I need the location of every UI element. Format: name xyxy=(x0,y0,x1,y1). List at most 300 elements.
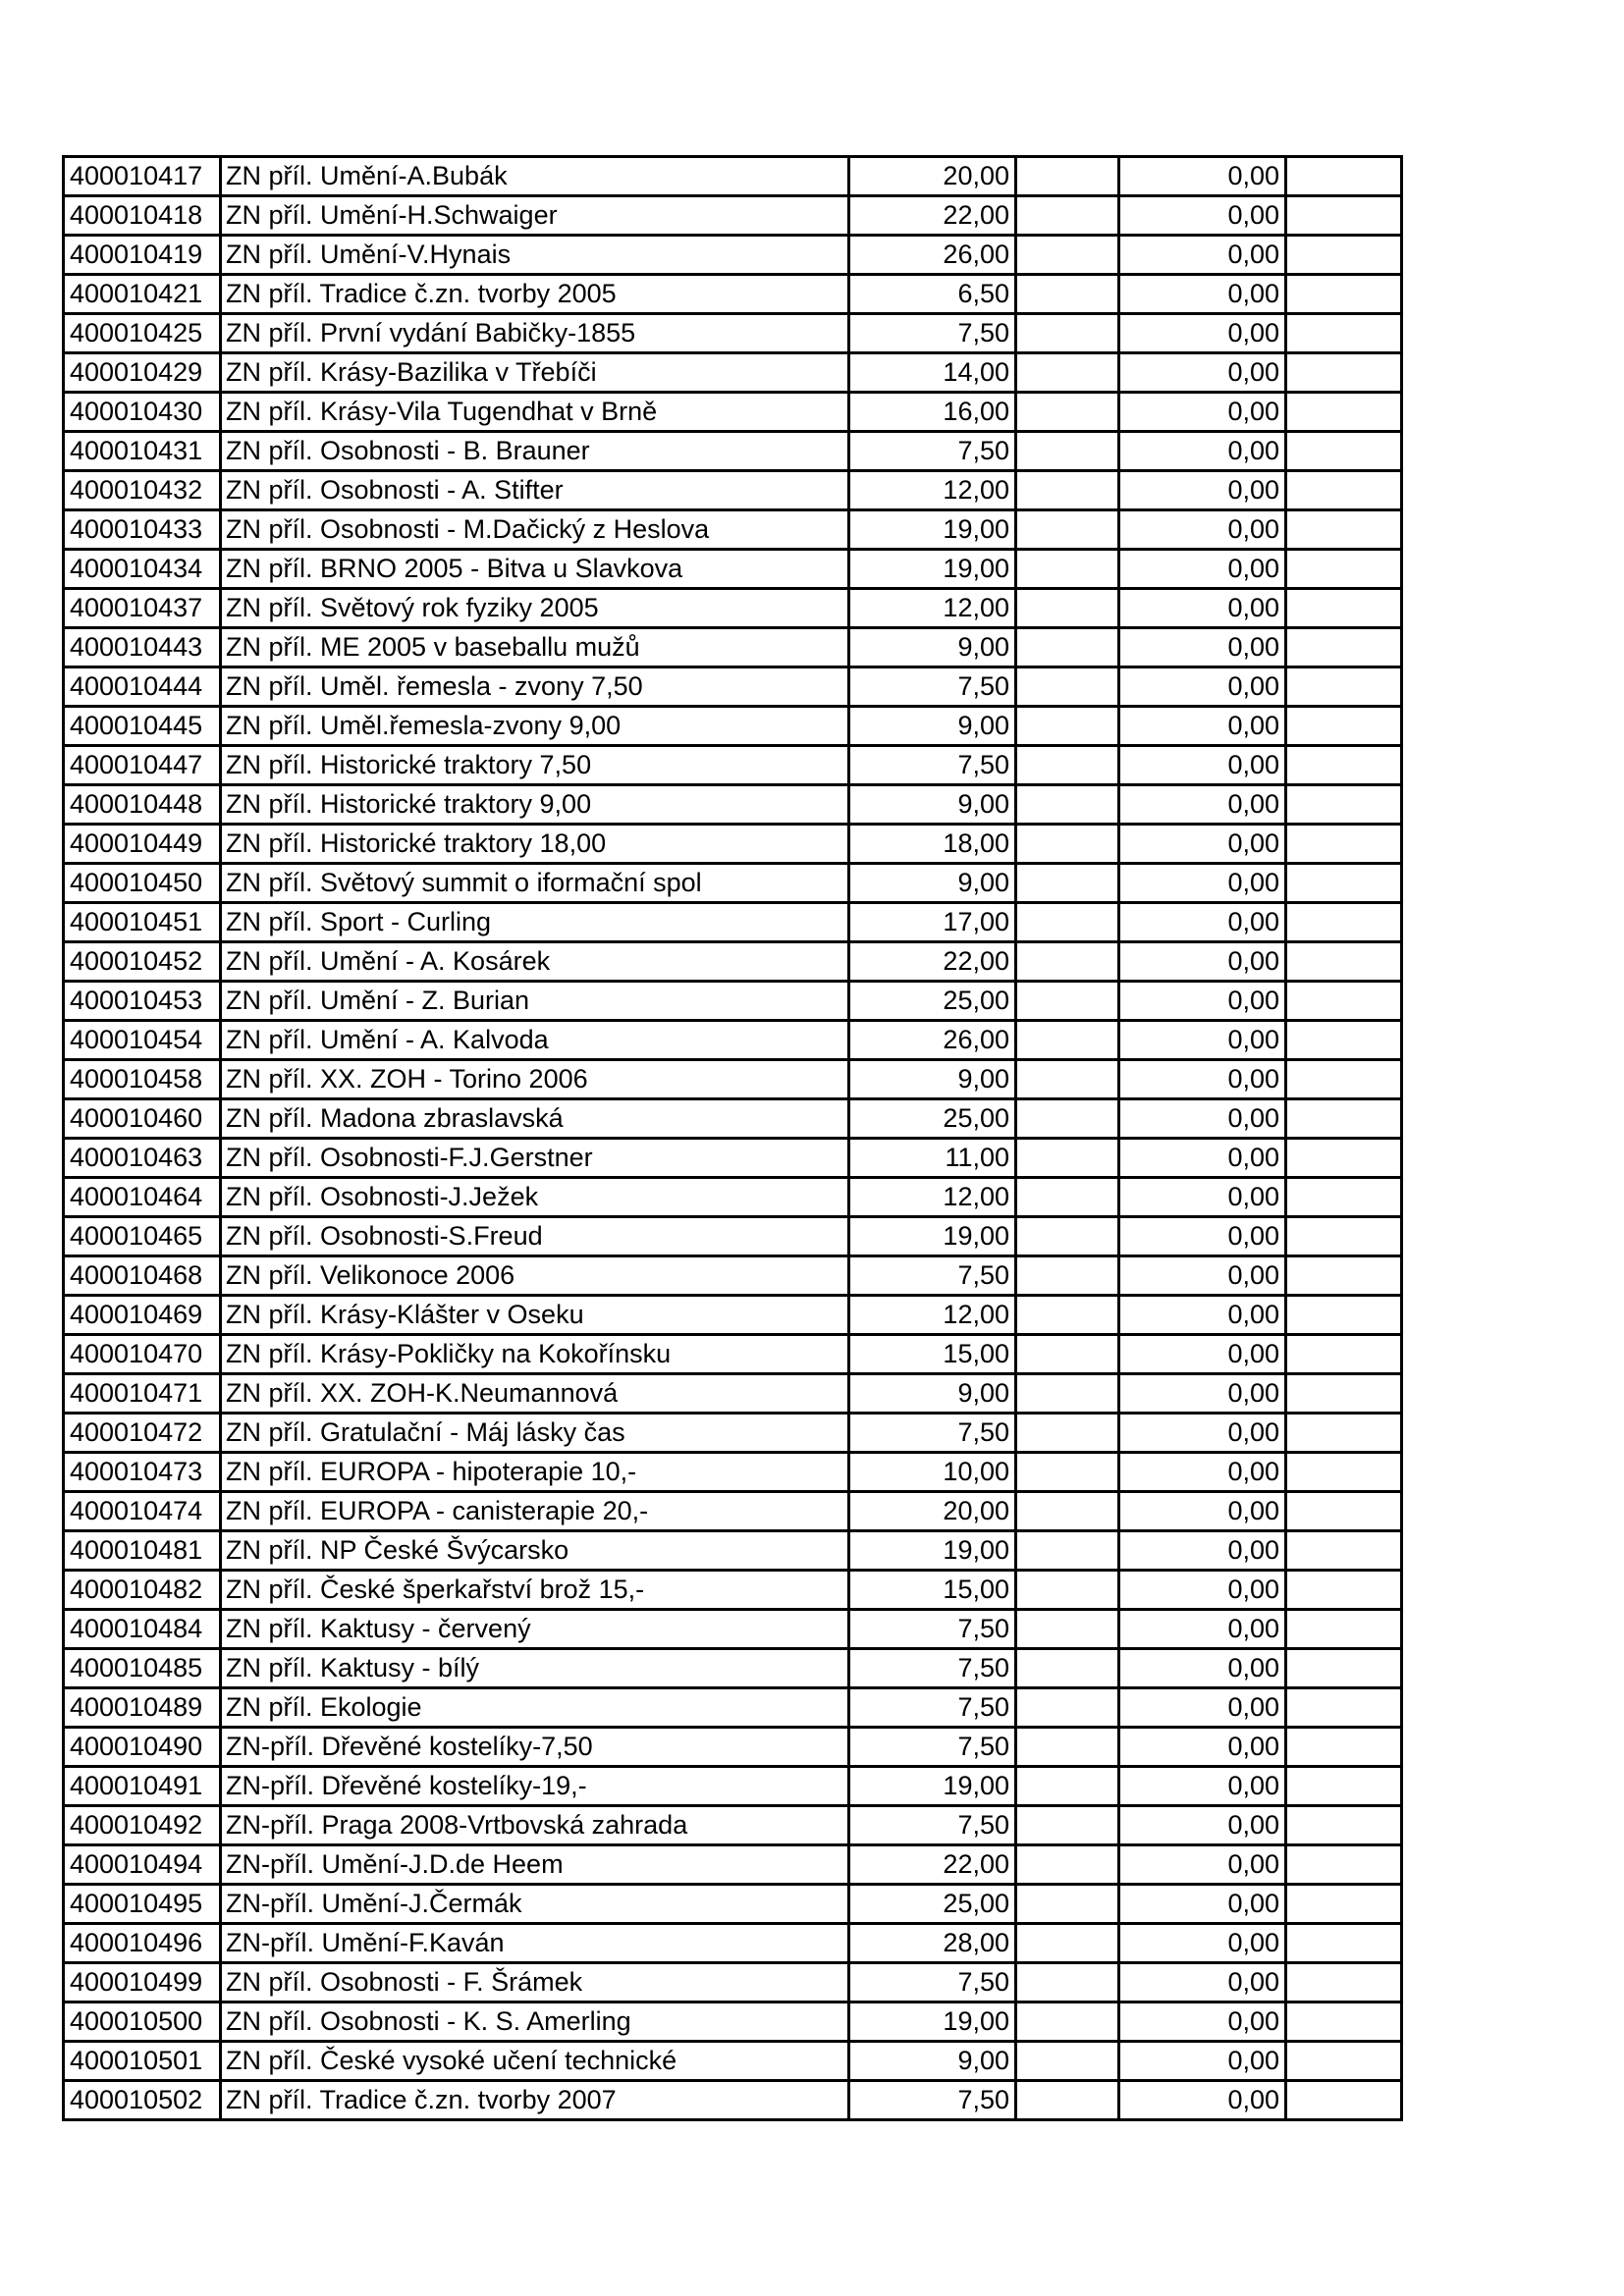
item-price-cell: 12,00 xyxy=(849,1296,1016,1335)
item-name-cell: ZN příl. Umění-A.Bubák xyxy=(221,157,849,196)
item-value-cell: 0,00 xyxy=(1119,1610,1286,1649)
item-price-cell: 19,00 xyxy=(849,1767,1016,1806)
item-code-cell: 400010490 xyxy=(64,1728,221,1767)
empty-cell xyxy=(1286,550,1402,589)
table-row xyxy=(64,667,1402,707)
item-value-cell: 0,00 xyxy=(1119,1021,1286,1060)
item-value-cell: 0,00 xyxy=(1119,314,1286,353)
item-value-cell: 0,00 xyxy=(1119,393,1286,432)
item-name-cell: ZN příl. Madona zbraslavská xyxy=(221,1099,849,1139)
item-value-cell: 0,00 xyxy=(1119,785,1286,825)
empty-cell xyxy=(1016,1806,1119,1845)
empty-cell xyxy=(1016,196,1119,236)
table-row xyxy=(64,1217,1402,1256)
table-row xyxy=(64,432,1402,471)
item-name-cell: ZN příl. Krásy-Vila Tugendhat v Brně xyxy=(221,393,849,432)
item-name-cell: ZN příl. Tradice č.zn. tvorby 2005 xyxy=(221,275,849,314)
item-price-cell: 7,50 xyxy=(849,667,1016,707)
item-value-cell: 0,00 xyxy=(1119,1256,1286,1296)
item-price-cell: 7,50 xyxy=(849,1414,1016,1453)
item-name-cell: ZN příl. Gratulační - Máj lásky čas xyxy=(221,1414,849,1453)
item-value-cell: 0,00 xyxy=(1119,1217,1286,1256)
table-row xyxy=(64,1531,1402,1571)
table-row xyxy=(64,1688,1402,1728)
table-row xyxy=(64,550,1402,589)
empty-cell xyxy=(1286,1728,1402,1767)
item-value-cell: 0,00 xyxy=(1119,1374,1286,1414)
empty-cell xyxy=(1286,510,1402,550)
item-name-cell: ZN příl. Kaktusy - červený xyxy=(221,1610,849,1649)
item-price-cell: 7,50 xyxy=(849,2081,1016,2120)
table-row xyxy=(64,982,1402,1021)
table-row xyxy=(64,1767,1402,1806)
empty-cell xyxy=(1016,314,1119,353)
item-name-cell: ZN příl. EUROPA - canisterapie 20,- xyxy=(221,1492,849,1531)
item-code-cell: 400010492 xyxy=(64,1806,221,1845)
empty-cell xyxy=(1286,1767,1402,1806)
empty-cell xyxy=(1286,432,1402,471)
empty-cell xyxy=(1286,785,1402,825)
item-price-cell: 25,00 xyxy=(849,1099,1016,1139)
item-code-cell: 400010469 xyxy=(64,1296,221,1335)
item-price-cell: 7,50 xyxy=(849,432,1016,471)
item-code-cell: 400010444 xyxy=(64,667,221,707)
item-price-cell: 19,00 xyxy=(849,550,1016,589)
item-name-cell: ZN příl. XX. ZOH-K.Neumannová xyxy=(221,1374,849,1414)
item-code-cell: 400010472 xyxy=(64,1414,221,1453)
item-code-cell: 400010474 xyxy=(64,1492,221,1531)
item-code-cell: 400010431 xyxy=(64,432,221,471)
item-name-cell: ZN příl. Historické traktory 7,50 xyxy=(221,746,849,785)
item-code-cell: 400010464 xyxy=(64,1178,221,1217)
item-price-cell: 19,00 xyxy=(849,2002,1016,2042)
table-row xyxy=(64,1924,1402,1963)
empty-cell xyxy=(1286,667,1402,707)
item-code-cell: 400010458 xyxy=(64,1060,221,1099)
empty-cell xyxy=(1016,1374,1119,1414)
item-value-cell: 0,00 xyxy=(1119,864,1286,903)
item-price-cell: 6,50 xyxy=(849,275,1016,314)
empty-cell xyxy=(1286,982,1402,1021)
item-code-cell: 400010482 xyxy=(64,1571,221,1610)
empty-cell xyxy=(1286,1963,1402,2002)
table-row xyxy=(64,1492,1402,1531)
empty-cell xyxy=(1286,1217,1402,1256)
table-body xyxy=(64,157,1402,2120)
table-row xyxy=(64,1649,1402,1688)
item-price-cell: 15,00 xyxy=(849,1571,1016,1610)
item-name-cell: ZN příl. Osobnosti - F. Šrámek xyxy=(221,1963,849,2002)
item-code-cell: 400010463 xyxy=(64,1139,221,1178)
item-code-cell: 400010499 xyxy=(64,1963,221,2002)
item-price-cell: 22,00 xyxy=(849,942,1016,982)
table-row xyxy=(64,1335,1402,1374)
item-code-cell: 400010481 xyxy=(64,1531,221,1571)
item-name-cell: ZN příl. Světový rok fyziky 2005 xyxy=(221,589,849,628)
item-code-cell: 400010496 xyxy=(64,1924,221,1963)
empty-cell xyxy=(1016,1571,1119,1610)
item-value-cell: 0,00 xyxy=(1119,589,1286,628)
table-row xyxy=(64,1453,1402,1492)
empty-cell xyxy=(1286,1414,1402,1453)
item-price-cell: 20,00 xyxy=(849,1492,1016,1531)
table-row xyxy=(64,275,1402,314)
item-name-cell: ZN příl. Umění - A. Kalvoda xyxy=(221,1021,849,1060)
empty-cell xyxy=(1016,1217,1119,1256)
empty-cell xyxy=(1016,353,1119,393)
empty-cell xyxy=(1286,275,1402,314)
item-value-cell: 0,00 xyxy=(1119,1963,1286,2002)
item-name-cell: ZN příl. Umění-V.Hynais xyxy=(221,236,849,275)
table-row xyxy=(64,1963,1402,2002)
item-name-cell: ZN-příl. Umění-F.Kaván xyxy=(221,1924,849,1963)
item-price-cell: 7,50 xyxy=(849,1688,1016,1728)
empty-cell xyxy=(1016,510,1119,550)
empty-cell xyxy=(1286,2002,1402,2042)
empty-cell xyxy=(1016,746,1119,785)
empty-cell xyxy=(1286,1571,1402,1610)
item-price-cell: 9,00 xyxy=(849,1374,1016,1414)
empty-cell xyxy=(1286,1924,1402,1963)
item-price-cell: 7,50 xyxy=(849,1728,1016,1767)
table-row xyxy=(64,1139,1402,1178)
item-price-cell: 9,00 xyxy=(849,864,1016,903)
empty-cell xyxy=(1286,589,1402,628)
table-row xyxy=(64,2081,1402,2120)
item-value-cell: 0,00 xyxy=(1119,707,1286,746)
empty-cell xyxy=(1016,667,1119,707)
table-row xyxy=(64,903,1402,942)
empty-cell xyxy=(1016,707,1119,746)
item-value-cell: 0,00 xyxy=(1119,1806,1286,1845)
item-price-cell: 7,50 xyxy=(849,1256,1016,1296)
item-value-cell: 0,00 xyxy=(1119,667,1286,707)
table-row xyxy=(64,1571,1402,1610)
table-row xyxy=(64,1296,1402,1335)
item-name-cell: ZN-příl. Umění-J.D.de Heem xyxy=(221,1845,849,1885)
item-value-cell: 0,00 xyxy=(1119,1728,1286,1767)
empty-cell xyxy=(1016,1021,1119,1060)
item-name-cell: ZN-příl. Dřevěné kostelíky-7,50 xyxy=(221,1728,849,1767)
empty-cell xyxy=(1286,1649,1402,1688)
item-name-cell: ZN příl. ME 2005 v baseballu mužů xyxy=(221,628,849,667)
empty-cell xyxy=(1286,314,1402,353)
item-name-cell: ZN příl. Krásy-Pokličky na Kokořínsku xyxy=(221,1335,849,1374)
empty-cell xyxy=(1016,1688,1119,1728)
item-code-cell: 400010473 xyxy=(64,1453,221,1492)
item-price-cell: 18,00 xyxy=(849,825,1016,864)
item-code-cell: 400010445 xyxy=(64,707,221,746)
item-code-cell: 400010468 xyxy=(64,1256,221,1296)
empty-cell xyxy=(1286,1531,1402,1571)
item-code-cell: 400010437 xyxy=(64,589,221,628)
item-name-cell: ZN příl. EUROPA - hipoterapie 10,- xyxy=(221,1453,849,1492)
item-name-cell: ZN příl. První vydání Babičky-1855 xyxy=(221,314,849,353)
empty-cell xyxy=(1286,196,1402,236)
empty-cell xyxy=(1016,1453,1119,1492)
item-value-cell: 0,00 xyxy=(1119,1492,1286,1531)
table-row xyxy=(64,589,1402,628)
item-name-cell: ZN-příl. Praga 2008-Vrtbovská zahrada xyxy=(221,1806,849,1845)
item-name-cell: ZN příl. Umění-H.Schwaiger xyxy=(221,196,849,236)
item-price-cell: 26,00 xyxy=(849,236,1016,275)
empty-cell xyxy=(1286,1845,1402,1885)
item-code-cell: 400010430 xyxy=(64,393,221,432)
item-code-cell: 400010433 xyxy=(64,510,221,550)
item-value-cell: 0,00 xyxy=(1119,628,1286,667)
empty-cell xyxy=(1016,1139,1119,1178)
item-name-cell: ZN příl. Osobnosti-J.Ježek xyxy=(221,1178,849,1217)
table-row xyxy=(64,1099,1402,1139)
empty-cell xyxy=(1016,982,1119,1021)
empty-cell xyxy=(1016,1492,1119,1531)
empty-cell xyxy=(1016,1728,1119,1767)
empty-cell xyxy=(1286,707,1402,746)
table-row xyxy=(64,942,1402,982)
empty-cell xyxy=(1016,864,1119,903)
empty-cell xyxy=(1286,903,1402,942)
table-row xyxy=(64,2042,1402,2081)
item-price-cell: 22,00 xyxy=(849,1845,1016,1885)
item-name-cell: ZN příl. České šperkařství brož 15,- xyxy=(221,1571,849,1610)
item-value-cell: 0,00 xyxy=(1119,1296,1286,1335)
empty-cell xyxy=(1016,1256,1119,1296)
empty-cell xyxy=(1016,1335,1119,1374)
table-row xyxy=(64,1885,1402,1924)
table-row xyxy=(64,1414,1402,1453)
empty-cell xyxy=(1286,1688,1402,1728)
item-value-cell: 0,00 xyxy=(1119,1688,1286,1728)
item-name-cell: ZN příl. České vysoké učení technické xyxy=(221,2042,849,2081)
item-name-cell: ZN příl. Ekologie xyxy=(221,1688,849,1728)
item-value-cell: 0,00 xyxy=(1119,471,1286,510)
empty-cell xyxy=(1016,1099,1119,1139)
empty-cell xyxy=(1286,825,1402,864)
empty-cell xyxy=(1016,275,1119,314)
item-value-cell: 0,00 xyxy=(1119,1845,1286,1885)
item-value-cell: 0,00 xyxy=(1119,982,1286,1021)
item-value-cell: 0,00 xyxy=(1119,2081,1286,2120)
item-value-cell: 0,00 xyxy=(1119,1767,1286,1806)
item-value-cell: 0,00 xyxy=(1119,432,1286,471)
table-row xyxy=(64,707,1402,746)
item-value-cell: 0,00 xyxy=(1119,1531,1286,1571)
item-price-cell: 14,00 xyxy=(849,353,1016,393)
item-code-cell: 400010501 xyxy=(64,2042,221,2081)
table-row xyxy=(64,2002,1402,2042)
empty-cell xyxy=(1016,471,1119,510)
item-price-cell: 10,00 xyxy=(849,1453,1016,1492)
item-name-cell: ZN příl. BRNO 2005 - Bitva u Slavkova xyxy=(221,550,849,589)
table-row xyxy=(64,393,1402,432)
empty-cell xyxy=(1016,628,1119,667)
item-value-cell: 0,00 xyxy=(1119,1649,1286,1688)
item-price-cell: 16,00 xyxy=(849,393,1016,432)
item-code-cell: 400010495 xyxy=(64,1885,221,1924)
empty-cell xyxy=(1016,825,1119,864)
item-code-cell: 400010434 xyxy=(64,550,221,589)
table-row xyxy=(64,746,1402,785)
empty-cell xyxy=(1286,1335,1402,1374)
empty-cell xyxy=(1286,1492,1402,1531)
item-value-cell: 0,00 xyxy=(1119,275,1286,314)
item-code-cell: 400010471 xyxy=(64,1374,221,1414)
table-row xyxy=(64,628,1402,667)
item-price-cell: 9,00 xyxy=(849,707,1016,746)
table-row xyxy=(64,825,1402,864)
empty-cell xyxy=(1286,353,1402,393)
item-price-cell: 19,00 xyxy=(849,1217,1016,1256)
item-price-cell: 9,00 xyxy=(849,785,1016,825)
table-row xyxy=(64,353,1402,393)
item-name-cell: ZN příl. Světový summit o iformační spol xyxy=(221,864,849,903)
empty-cell xyxy=(1286,1178,1402,1217)
table-row xyxy=(64,236,1402,275)
item-price-cell: 19,00 xyxy=(849,1531,1016,1571)
item-value-cell: 0,00 xyxy=(1119,550,1286,589)
item-code-cell: 400010451 xyxy=(64,903,221,942)
table-row xyxy=(64,1060,1402,1099)
item-code-cell: 400010450 xyxy=(64,864,221,903)
item-name-cell: ZN příl. Osobnosti-S.Freud xyxy=(221,1217,849,1256)
table-row xyxy=(64,864,1402,903)
item-price-cell: 15,00 xyxy=(849,1335,1016,1374)
empty-cell xyxy=(1016,1963,1119,2002)
empty-cell xyxy=(1016,942,1119,982)
item-price-cell: 26,00 xyxy=(849,1021,1016,1060)
table-row xyxy=(64,1374,1402,1414)
empty-cell xyxy=(1016,1885,1119,1924)
item-price-cell: 12,00 xyxy=(849,589,1016,628)
item-value-cell: 0,00 xyxy=(1119,2042,1286,2081)
item-value-cell: 0,00 xyxy=(1119,1453,1286,1492)
empty-cell xyxy=(1286,2042,1402,2081)
table-row xyxy=(64,510,1402,550)
item-value-cell: 0,00 xyxy=(1119,2002,1286,2042)
item-name-cell: ZN příl. Historické traktory 9,00 xyxy=(221,785,849,825)
item-value-cell: 0,00 xyxy=(1119,196,1286,236)
empty-cell xyxy=(1016,1767,1119,1806)
item-price-cell: 7,50 xyxy=(849,1806,1016,1845)
item-code-cell: 400010465 xyxy=(64,1217,221,1256)
table-row xyxy=(64,196,1402,236)
item-price-cell: 28,00 xyxy=(849,1924,1016,1963)
item-value-cell: 0,00 xyxy=(1119,1099,1286,1139)
item-code-cell: 400010419 xyxy=(64,236,221,275)
item-code-cell: 400010485 xyxy=(64,1649,221,1688)
item-value-cell: 0,00 xyxy=(1119,1178,1286,1217)
item-price-cell: 17,00 xyxy=(849,903,1016,942)
item-value-cell: 0,00 xyxy=(1119,1571,1286,1610)
item-price-cell: 9,00 xyxy=(849,628,1016,667)
empty-cell xyxy=(1016,1924,1119,1963)
item-name-cell: ZN příl. Osobnosti-F.J.Gerstner xyxy=(221,1139,849,1178)
item-value-cell: 0,00 xyxy=(1119,510,1286,550)
item-code-cell: 400010449 xyxy=(64,825,221,864)
table-row xyxy=(64,1806,1402,1845)
item-value-cell: 0,00 xyxy=(1119,903,1286,942)
item-code-cell: 400010489 xyxy=(64,1688,221,1728)
empty-cell xyxy=(1016,1178,1119,1217)
item-name-cell: ZN příl. Osobnosti - M.Dačický z Heslova xyxy=(221,510,849,550)
item-name-cell: ZN příl. Uměl. řemesla - zvony 7,50 xyxy=(221,667,849,707)
empty-cell xyxy=(1016,1531,1119,1571)
empty-cell xyxy=(1016,393,1119,432)
item-code-cell: 400010491 xyxy=(64,1767,221,1806)
empty-cell xyxy=(1286,236,1402,275)
empty-cell xyxy=(1016,903,1119,942)
table-row xyxy=(64,1256,1402,1296)
item-price-cell: 20,00 xyxy=(849,157,1016,196)
empty-cell xyxy=(1016,2042,1119,2081)
empty-cell xyxy=(1286,157,1402,196)
table-row xyxy=(64,1610,1402,1649)
item-name-cell: ZN příl. Osobnosti - A. Stifter xyxy=(221,471,849,510)
item-name-cell: ZN příl. Historické traktory 18,00 xyxy=(221,825,849,864)
empty-cell xyxy=(1016,550,1119,589)
empty-cell xyxy=(1286,2081,1402,2120)
item-price-cell: 7,50 xyxy=(849,314,1016,353)
item-price-cell: 22,00 xyxy=(849,196,1016,236)
empty-cell xyxy=(1286,746,1402,785)
empty-cell xyxy=(1016,1296,1119,1335)
item-name-cell: ZN příl. Osobnosti - K. S. Amerling xyxy=(221,2002,849,2042)
item-code-cell: 400010432 xyxy=(64,471,221,510)
item-name-cell: ZN příl. Krásy-Bazilika v Třebíči xyxy=(221,353,849,393)
empty-cell xyxy=(1016,1845,1119,1885)
empty-cell xyxy=(1016,432,1119,471)
table-row xyxy=(64,1021,1402,1060)
item-value-cell: 0,00 xyxy=(1119,825,1286,864)
stamp-price-table xyxy=(62,155,1403,2121)
empty-cell xyxy=(1286,864,1402,903)
item-price-cell: 7,50 xyxy=(849,746,1016,785)
empty-cell xyxy=(1016,785,1119,825)
item-price-cell: 12,00 xyxy=(849,1178,1016,1217)
empty-cell xyxy=(1286,1099,1402,1139)
empty-cell xyxy=(1286,1060,1402,1099)
item-name-cell: ZN příl. XX. ZOH - Torino 2006 xyxy=(221,1060,849,1099)
empty-cell xyxy=(1286,628,1402,667)
table-row xyxy=(64,471,1402,510)
item-value-cell: 0,00 xyxy=(1119,1060,1286,1099)
item-code-cell: 400010417 xyxy=(64,157,221,196)
item-code-cell: 400010452 xyxy=(64,942,221,982)
table-row xyxy=(64,314,1402,353)
item-value-cell: 0,00 xyxy=(1119,1335,1286,1374)
item-code-cell: 400010425 xyxy=(64,314,221,353)
empty-cell xyxy=(1286,1374,1402,1414)
item-code-cell: 400010418 xyxy=(64,196,221,236)
item-name-cell: ZN-příl. Umění-J.Čermák xyxy=(221,1885,849,1924)
item-price-cell: 7,50 xyxy=(849,1610,1016,1649)
empty-cell xyxy=(1286,393,1402,432)
item-name-cell: ZN-příl. Dřevěné kostelíky-19,- xyxy=(221,1767,849,1806)
item-value-cell: 0,00 xyxy=(1119,353,1286,393)
empty-cell xyxy=(1016,1610,1119,1649)
item-code-cell: 400010448 xyxy=(64,785,221,825)
empty-cell xyxy=(1286,1806,1402,1845)
item-price-cell: 19,00 xyxy=(849,510,1016,550)
empty-cell xyxy=(1016,1060,1119,1099)
table-row xyxy=(64,157,1402,196)
item-code-cell: 400010421 xyxy=(64,275,221,314)
item-price-cell: 11,00 xyxy=(849,1139,1016,1178)
empty-cell xyxy=(1016,157,1119,196)
item-name-cell: ZN příl. Umění - A. Kosárek xyxy=(221,942,849,982)
item-code-cell: 400010494 xyxy=(64,1845,221,1885)
item-price-cell: 7,50 xyxy=(849,1649,1016,1688)
